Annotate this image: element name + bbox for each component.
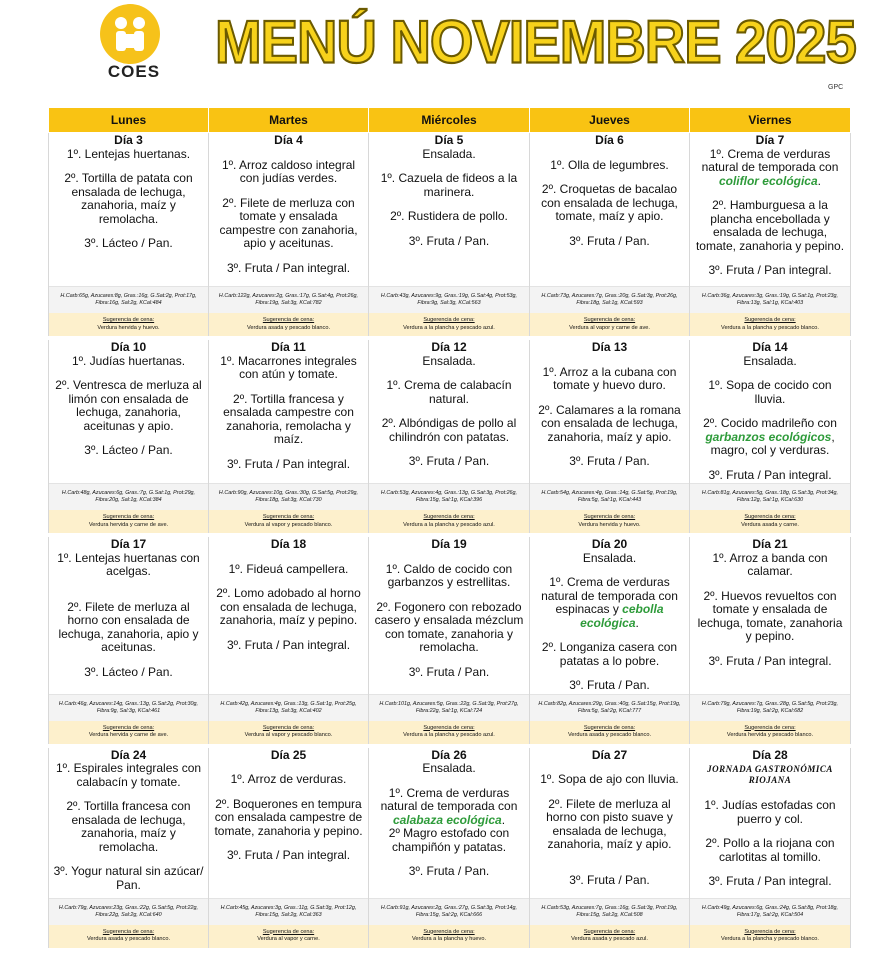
day-menu-cell	[530, 535, 690, 694]
dish-line	[52, 865, 205, 892]
dinner-suggestion-text: Verdura asada y pescado blanco.	[567, 732, 652, 738]
dish-line	[372, 666, 526, 680]
dish-text: Ensalada.	[582, 550, 637, 565]
dish-line	[693, 379, 847, 406]
dish-text: 1º. Cazuela de fideos a la marinera.	[380, 171, 518, 199]
dish-text: 2º. Boquerones en tempura con ensalada campestre de tomate, zanahoria y pepino.	[214, 796, 363, 838]
dish-text: 1º. Sopa de cocido con lluvia.	[708, 378, 832, 406]
dinner-suggestion-text: Verdura a la plancha y pescado azul.	[403, 324, 495, 331]
dish-line	[52, 355, 205, 369]
day-menu-cell	[49, 133, 209, 287]
dish-text: 3º. Fruta / Pan integral.	[226, 456, 351, 471]
dish-line	[533, 366, 686, 393]
dish-line	[693, 417, 847, 458]
dish-line	[372, 417, 526, 444]
dish-line	[533, 455, 686, 469]
week-menu-row	[49, 535, 851, 694]
dinner-suggestion-title: Sugerencia de cena:	[744, 928, 796, 935]
dish-text: 1º. Crema de verduras natural de temporada con	[701, 146, 839, 174]
day-menu-cell	[690, 746, 851, 899]
day-label: Día 18	[270, 537, 307, 551]
dish-line	[693, 552, 847, 579]
logo-text: COES	[107, 62, 161, 81]
dish-text: 3º. Fruta / Pan integral.	[226, 848, 351, 862]
day-label: Día 19	[431, 537, 467, 551]
dish-text: 1º. Lentejas huertanas.	[66, 146, 191, 161]
dish-line	[533, 773, 686, 787]
week-menu-row	[49, 133, 851, 287]
day-label: Día 17	[110, 537, 147, 551]
dish-text: 2º. Lomo adobado al horno con ensalada de lechuga, zanahoria, maíz y pepino.	[216, 586, 361, 627]
dinner-suggestion-title: Sugerencia de cena:	[583, 928, 636, 935]
weekday-header-row	[49, 108, 851, 133]
dish-line	[533, 183, 686, 224]
dish-text: 1º. Caldo de cocido con garbanzos y estrellitas.	[385, 561, 513, 589]
dinner-suggestion-text: Verdura hervida y pescado blanco.	[726, 732, 814, 738]
dinner-suggestion-title: Sugerencia de cena:	[583, 724, 636, 731]
dish-line	[212, 587, 365, 628]
day-menu-cell	[369, 535, 530, 694]
dish-text: Ensalada.	[422, 146, 476, 161]
dish-line	[693, 199, 847, 253]
day-label: Día 3	[114, 133, 143, 147]
day-menu-cell	[690, 535, 851, 694]
dish-line	[372, 455, 526, 469]
document-code: GPC	[828, 84, 844, 91]
dish-line	[533, 874, 686, 888]
nutrition-info: H.Carb:79g, Azucares:7g, Gras.:28g, G.Sat:5g, Prot:23g, Fibra:19g, Sal:2g, KCal:682	[690, 694, 851, 721]
dish-line	[372, 379, 526, 406]
dish-text: 3º. Fruta / Pan.	[569, 872, 650, 887]
dinner-suggestion-text: Verdura a la plancha y pescado blanco.	[721, 936, 819, 942]
nutrition-info: H.Carb:101g, Azucares:5g, Gras.:22g, G.Sat:3g, Prot:27g, Fibra:22g, Sal:1g, KCal:724	[369, 694, 530, 721]
dish-line	[52, 237, 205, 251]
dish-text-suffix: , magro, col y verduras.	[710, 429, 835, 457]
dish-text: 3º. Fruta / Pan.	[408, 664, 490, 679]
day-menu-cell	[49, 746, 209, 899]
page-title: MENÚ NOVIEMBRE 2025	[215, 7, 856, 76]
nutrition-info: H.Carb:65g, Azucares:8g, Gras.:16g, G.Sat:2g, Prot:17g, Fibra:16g, Sal:2g, KCal:484	[49, 287, 209, 314]
dish-line	[693, 590, 847, 644]
dinner-suggestion-text: Verdura hervida y carne de ave.	[88, 732, 169, 738]
dinner-suggestion-text: Verdura a la plancha y pescado azul.	[403, 732, 495, 738]
coes-logo	[94, 4, 174, 82]
nutrition-info: H.Carb:73g, Azucares:7g, Gras.:20g, G.Sat:3g, Prot:26g, Fibra:18g, Sal:1g, KCal:593	[530, 287, 690, 314]
dish-line	[52, 800, 205, 854]
dish-line	[533, 798, 686, 852]
dish-line	[533, 404, 686, 445]
day-menu-cell	[209, 746, 369, 899]
dish-text: 3º. Fruta / Pan.	[569, 678, 650, 692]
dish-text: 3º. Fruta / Pan integral.	[226, 637, 351, 652]
day-menu-cell	[209, 535, 369, 694]
dish-line	[693, 355, 847, 369]
nutrition-info: H.Carb:81g, Azucares:5g, Gras.:18g, G.Sat:3g, Prot:34g, Fibra:12g, Sal:1g, KCal:630	[690, 484, 851, 511]
menu-table	[48, 107, 851, 952]
dinner-suggestion-title: Sugerencia de cena:	[102, 317, 155, 323]
dish-line	[372, 762, 526, 776]
dish-line	[533, 552, 686, 566]
dish-text: 1º. Judías estofadas con puerro y col.	[704, 798, 836, 826]
dish-text: 2º. Tortilla francesa con ensalada de lechuga, zanahoria, maíz y remolacha.	[66, 799, 191, 854]
dinner-suggestion-title: Sugerencia de cena:	[102, 514, 155, 520]
dinner-suggestion-text: Verdura asada y carne.	[741, 521, 799, 528]
special-event-title: JORNADA GASTRONÓMICA RIOJANA	[707, 764, 833, 785]
dinner-suggestion-title: Sugerencia de cena:	[262, 928, 315, 935]
week-nutrition-row	[49, 898, 851, 925]
day-menu-cell	[369, 338, 530, 484]
nutrition-info: H.Carb:49g, Azucares:6g, Gras.:24g, G.Sat:8g, Prot:18g, Fibra:17g, Sal:2g, KCal:504	[690, 898, 851, 925]
dinner-suggestion-text: Verdura a la plancha y pescado azul.	[403, 521, 495, 528]
dish-text: 2º. Filete de merluza al horno con pisto suave y ensalada de lechuga, zanahoria, maíz y apio.	[546, 796, 673, 851]
day-label: Día 24	[110, 747, 147, 762]
dish-line	[52, 552, 205, 579]
dish-line	[52, 762, 205, 789]
dish-line	[212, 159, 365, 186]
nutrition-info: H.Carb:42g, Azucares:4g, Gras.:13g, G.Sat:1g, Prot:25g, Fibra:13g, Sal:3g, KCal:402	[209, 694, 369, 721]
day-label: Día 14	[752, 340, 788, 354]
dish-text: 1º. Fideuá campellera.	[228, 561, 349, 576]
dinner-suggestion-text: Verdura asada y pescado blanco.	[86, 936, 171, 942]
dinner-suggestion-text: Verdura hervida y carne de ave.	[88, 521, 169, 528]
nutrition-info: H.Carb:46g, Azucares:14g, Gras.:13g, G.Sat:2g, Prot:30g, Fibra:9g, Sal:3g, KCal:461	[49, 694, 209, 721]
dish-line	[212, 262, 365, 276]
dinner-suggestion	[690, 925, 851, 950]
dish-text: 3º. Yogur natural sin azúcar/ Pan.	[53, 864, 204, 892]
dish-line	[372, 787, 526, 828]
dinner-suggestion	[530, 510, 690, 535]
dinner-suggestion-title: Sugerencia de cena:	[102, 724, 155, 731]
logo-children-icon	[100, 4, 160, 64]
nutrition-info: H.Carb:43g, Azucares:9g, Gras.:19g, G.Sat:4g, Prot:53g, Fibra:9g, Sal:3g, KCal:563	[369, 287, 530, 314]
day-label: Día 21	[752, 537, 788, 551]
dish-line	[212, 639, 365, 653]
dish-text: 3º. Lácteo / Pan.	[84, 236, 173, 250]
dish-text: 2º. Tortilla francesa y ensalada campestre con zanahoria, remolacha y maíz.	[223, 391, 354, 446]
dish-text: 3º. Fruta / Pan integral.	[708, 653, 832, 668]
dish-line	[212, 773, 365, 787]
dish-text: 1º. Arroz a banda con calamar.	[712, 550, 828, 578]
dish-text: 3º. Fruta / Pan integral.	[708, 874, 832, 888]
dinner-suggestion-text: Verdura al vapor y carne.	[257, 936, 320, 942]
dish-line	[372, 210, 526, 224]
dish-line	[52, 666, 205, 680]
dish-text: 3º. Lácteo / Pan.	[84, 443, 173, 457]
organic-ingredient: cebolla ecológica	[580, 602, 664, 630]
dinner-suggestion	[369, 925, 530, 950]
dish-text: 3º. Fruta / Pan integral.	[708, 263, 832, 277]
nutrition-info: H.Carb:91g, Azucares:2g, Gras.:27g, G.Sat:3g, Prot:14g, Fibra:15g, Sal:2g, KCal:666	[369, 898, 530, 925]
dinner-suggestion-title: Sugerencia de cena:	[744, 317, 796, 323]
weekday-header-lunes: Lunes	[49, 108, 209, 133]
dinner-suggestion-text: Verdura al vapor y carne de ave.	[569, 324, 650, 331]
dish-text: 3º. Fruta / Pan.	[408, 864, 490, 878]
dinner-suggestion-title: Sugerencia de cena:	[423, 514, 475, 520]
dish-text: 2º. Pollo a la riojana con carlotitas al tomillo.	[705, 836, 835, 864]
dish-text: 1º. Crema de verduras natural de temporada con	[380, 785, 518, 813]
dinner-suggestion	[530, 925, 690, 950]
weekday-header-jueves: Jueves	[530, 108, 690, 133]
dish-text: 1º. Crema de verduras natural de temporada con espinacas y	[541, 575, 678, 616]
day-menu-cell	[690, 338, 851, 484]
dinner-suggestion	[530, 721, 690, 746]
dish-line	[693, 264, 847, 278]
dish-line	[693, 837, 847, 864]
dish-text: 2º Magro estofado con champiñón y patatas.	[388, 826, 510, 854]
dish-text: 3º. Lácteo / Pan.	[84, 664, 173, 679]
dish-line	[212, 355, 365, 382]
day-label: Día 11	[271, 340, 306, 354]
dish-text: 2º. Ventresca de merluza al limón con ensalada de lechuga, zanahoria, aceitunas y apio.	[55, 378, 202, 433]
dinner-suggestion-title: Sugerencia de cena:	[262, 724, 315, 731]
dish-line	[372, 172, 526, 199]
dish-line	[52, 379, 205, 433]
day-label: Día 5	[434, 133, 464, 147]
day-label: Día 10	[110, 340, 147, 354]
organic-ingredient: garbanzos ecológicos	[705, 429, 832, 444]
logo-emblem	[100, 4, 160, 64]
week-nutrition-row	[49, 287, 851, 314]
weekday-header-martes: Martes	[209, 108, 369, 133]
dinner-suggestion	[690, 721, 851, 746]
day-label: Día 27	[591, 747, 628, 762]
dish-text: 1º. Macarrones integrales con atún y tomate.	[220, 353, 357, 381]
dish-line	[212, 393, 365, 447]
dish-line	[212, 197, 365, 251]
week-dinner-suggestion-row	[49, 510, 851, 535]
dish-text: Ensalada.	[743, 353, 797, 368]
dinner-suggestion	[209, 510, 369, 535]
dish-line	[693, 148, 847, 189]
day-label: Día 25	[270, 747, 307, 762]
dinner-suggestion-text: Verdura hervida y huevo.	[97, 324, 160, 331]
day-label: Día 28	[752, 747, 788, 762]
day-menu-cell	[49, 338, 209, 484]
dish-text: 3º. Fruta / Pan.	[408, 233, 490, 248]
dish-line	[372, 563, 526, 590]
dinner-suggestion-text: Verdura al vapor y pescado blanco.	[244, 732, 333, 738]
dinner-suggestion-title: Sugerencia de cena:	[744, 514, 796, 520]
dinner-suggestion-title: Sugerencia de cena:	[583, 514, 636, 520]
dish-text: 2º. Fogonero con rebozado casero y ensalada mézclum con tomate, zanahoria y remolacha.	[374, 599, 524, 654]
dish-text: 2º. Cocido madrileño con	[703, 416, 837, 430]
dish-text: 3º. Fruta / Pan.	[569, 454, 650, 468]
day-label: Día 4	[274, 133, 303, 147]
day-menu-cell	[209, 133, 369, 287]
dish-text-suffix: .	[501, 812, 506, 827]
nutrition-info: H.Carb:53g, Azucares:7g, Gras.:16g, G.Sat:3g, Prot:19g, Fibra:15g, Sal:2g, KCal:508	[530, 898, 690, 925]
dinner-suggestion-text: Verdura hervida y huevo.	[578, 521, 641, 528]
dish-text: 3º. Fruta / Pan integral.	[226, 260, 351, 275]
dinner-suggestion	[49, 510, 209, 535]
nutrition-info: H.Carb:36g, Azucares:3g, Gras.:19g, G.Sat:1g, Prot:23g, Fibra:13g, Sal:1g, KCal:403	[690, 287, 851, 314]
day-menu-cell	[530, 746, 690, 899]
dish-line	[533, 235, 686, 249]
dish-text: 3º. Fruta / Pan.	[569, 233, 650, 248]
day-menu-cell	[530, 133, 690, 287]
dinner-suggestion	[49, 721, 209, 746]
dish-line	[533, 679, 686, 693]
dish-text: 2º. Hamburguesa a la plancha encebollada y ensalada de lechuga, tomate, zanahoria y pepino.	[695, 198, 845, 253]
dish-line	[533, 159, 686, 173]
nutrition-info: H.Carb:79g, Azucares:23g, Gras.:22g, G.Sat:5g, Prot:22g, Fibra:22g, Sal:2g, KCal:640	[49, 898, 209, 925]
dinner-suggestion-text: Verdura asada y pescado azul.	[571, 936, 648, 942]
dish-line	[533, 641, 686, 668]
dish-line	[693, 469, 847, 483]
dish-line	[693, 799, 847, 826]
dinner-suggestion-title: Sugerencia de cena:	[423, 317, 475, 323]
line-spacer	[52, 579, 205, 590]
dish-line	[372, 235, 526, 249]
dinner-suggestion-text: Verdura a la plancha y pescado blanco.	[721, 324, 819, 331]
dinner-suggestion-text: Verdura a la plancha y huevo.	[411, 936, 486, 942]
dinner-suggestion	[49, 925, 209, 950]
dinner-suggestion-text: Verdura asada y pescado blanco.	[246, 324, 331, 331]
dinner-suggestion-title: Sugerencia de cena:	[744, 724, 796, 731]
dinner-suggestion	[530, 313, 690, 338]
organic-ingredient: calabaza ecológica	[392, 812, 502, 827]
week-nutrition-row	[49, 694, 851, 721]
dinner-suggestion	[209, 313, 369, 338]
week-dinner-suggestion-row	[49, 925, 851, 950]
week-dinner-suggestion-row	[49, 721, 851, 746]
day-label: Día 26	[431, 747, 467, 762]
dish-line	[372, 148, 526, 162]
dinner-suggestion	[49, 313, 209, 338]
week-nutrition-row	[49, 484, 851, 511]
day-label: Día 6	[595, 133, 624, 147]
dish-text: 1º. Sopa de ajo con lluvia.	[540, 772, 679, 786]
dinner-suggestion-title: Sugerencia de cena:	[423, 928, 475, 935]
day-menu-cell	[49, 535, 209, 694]
dish-text: 2º. Rustidera de pollo.	[390, 209, 508, 223]
weekday-header-miercoles: Miércoles	[369, 108, 530, 133]
dish-text: 1º. Olla de legumbres.	[550, 157, 669, 172]
dish-text: 1º. Arroz caldoso integral con judías verdes.	[221, 157, 356, 185]
dinner-suggestion	[690, 313, 851, 338]
nutrition-info: H.Carb:53g, Azucares:4g, Gras.:13g, G.Sat:3g, Prot:26g, Fibra:15g, Sal:1g, KCal:396	[369, 484, 530, 511]
day-menu-cell	[530, 338, 690, 484]
week-dinner-suggestion-row	[49, 313, 851, 338]
dish-line	[212, 458, 365, 472]
day-menu-cell	[690, 133, 851, 287]
dish-line	[52, 148, 205, 162]
nutrition-info: H.Carb:122g, Azucares:2g, Gras.:17g, G.Sat:4g, Prot:26g, Fibra:19g, Sal:3g, KCal:782	[209, 287, 369, 314]
dish-text: 1º. Arroz a la cubana con tomate y huevo duro.	[542, 364, 677, 392]
dish-line	[372, 865, 526, 879]
day-menu-cell	[209, 338, 369, 484]
dish-text: 2º. Longaniza casera con patatas a lo pobre.	[541, 640, 678, 668]
dish-text: 1º. Lentejas huertanas con acelgas.	[57, 550, 200, 578]
nutrition-info: H.Carb:54g, Azucares:4g, Gras.:14g, G.Sat:5g, Prot:19g, Fibra:5g, Sal:1g, KCal:443	[530, 484, 690, 511]
dish-text: 2º. Tortilla de patata con ensalada de lechuga, zanahoria, maíz y remolacha.	[64, 171, 193, 226]
nutrition-info: H.Carb:82g, Azucares:29g, Gras.:40g, G.Sat:15g, Prot:19g, Fibra:5g, Sal:2g, KCal:777	[530, 694, 690, 721]
dinner-suggestion-title: Sugerencia de cena:	[583, 317, 636, 323]
dish-text-suffix: .	[817, 173, 822, 188]
weekday-header-viernes: Viernes	[690, 108, 851, 133]
dinner-suggestion-title: Sugerencia de cena:	[102, 928, 155, 935]
week-menu-row	[49, 338, 851, 484]
dish-line	[372, 355, 526, 369]
organic-ingredient: coliflor ecológica	[718, 173, 818, 188]
day-label: Día 7	[755, 133, 785, 147]
dinner-suggestion-title: Sugerencia de cena:	[262, 317, 315, 323]
dish-text: 2º. Filete de merluza con tomate y ensalada campestre con zanahoria, apio y aceitunas.	[219, 195, 358, 250]
nutrition-info: H.Carb:48g, Azucares:6g, Gras.:7g, G.Sat:1g, Prot:29g, Fibra:20g, Sal:1g, KCal:384	[49, 484, 209, 511]
week-menu-row	[49, 746, 851, 899]
dish-line	[533, 576, 686, 630]
dish-text: 2º. Huevos revueltos con tomate y ensalada de lechuga, tomate, zanahoria y pepino.	[697, 588, 843, 643]
dinner-suggestion	[369, 313, 530, 338]
dish-line	[212, 563, 365, 577]
dish-text: 3º. Fruta / Pan.	[408, 454, 490, 468]
dinner-suggestion-title: Sugerencia de cena:	[423, 724, 475, 731]
dish-text: Ensalada.	[422, 761, 476, 775]
dish-line	[372, 827, 526, 854]
line-spacer	[533, 852, 686, 863]
dinner-suggestion-text: Verdura al vapor y pescado blanco.	[244, 521, 333, 528]
dish-text: 3º. Fruta / Pan integral.	[708, 467, 832, 482]
dish-line	[52, 444, 205, 458]
dish-text: 2º. Croquetas de bacalao con ensalada de lechuga, tomate, maíz y apio.	[541, 182, 678, 223]
dinner-suggestion	[209, 925, 369, 950]
dish-text: 1º. Arroz de verduras.	[230, 772, 347, 786]
day-menu-cell	[369, 746, 530, 899]
dish-text: 1º. Crema de calabacín natural.	[386, 378, 512, 406]
dish-line	[212, 849, 365, 863]
dish-line	[52, 172, 205, 226]
dish-text: 1º. Espirales integrales con calabacín y tomate.	[55, 761, 202, 789]
dish-text: 2º. Calamares a la romana con ensalada de lechuga, zanahoria, maíz y apio.	[538, 402, 681, 444]
dish-text: Ensalada.	[422, 353, 476, 368]
dinner-suggestion	[209, 721, 369, 746]
dish-line	[693, 875, 847, 889]
nutrition-info: H.Carb:90g, Azucares:10g, Gras.:30g, G.Sat:5g, Prot:29g, Fibra:18g, Sal:3g, KCal:730	[209, 484, 369, 511]
dish-text-suffix: .	[635, 615, 639, 630]
dinner-suggestion	[369, 721, 530, 746]
dish-text: 2º. Albóndigas de pollo al chilindrón con patatas.	[381, 416, 517, 444]
day-label: Día 20	[591, 537, 628, 551]
day-label: Día 12	[431, 340, 467, 354]
day-label: Día 13	[591, 340, 628, 354]
dinner-suggestion	[369, 510, 530, 535]
dish-line	[693, 655, 847, 669]
dish-line	[212, 798, 365, 839]
nutrition-info: H.Carb:45g, Azucares:3g, Gras.:11g, G.Sat:3g, Prot:12g, Fibra:15g, Sal:2g, KCal:363	[209, 898, 369, 925]
dinner-suggestion	[690, 510, 851, 535]
dinner-suggestion-title: Sugerencia de cena:	[262, 514, 315, 520]
dish-text: 2º. Filete de merluza al horno con ensalada de lechuga, zanahoria, apio y aceitunas.	[58, 599, 199, 654]
day-menu-cell	[369, 133, 530, 287]
dish-line	[52, 601, 205, 655]
dish-line	[372, 601, 526, 655]
dish-text: 1º. Judías huertanas.	[71, 353, 186, 368]
